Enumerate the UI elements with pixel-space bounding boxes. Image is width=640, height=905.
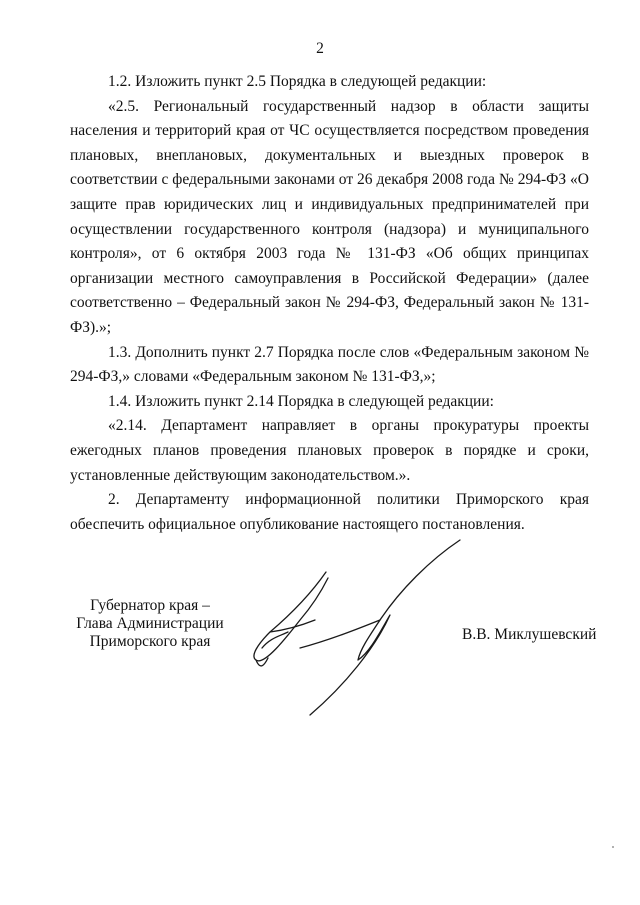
paragraph-2: 2. Департаменту информационной политики Приморского края обеспечить официальное опубликование настоящего постановления. — [70, 491, 589, 533]
signatory-name: В.В. Миклушевский — [462, 626, 597, 643]
document-body — [70, 70, 589, 537]
handwritten-signature — [240, 520, 480, 720]
signatory-title — [70, 597, 230, 651]
page-number: 2 — [316, 40, 324, 57]
signatory-title-line: Глава Администрации — [76, 615, 224, 632]
paragraph-2-5-text: «2.5. Региональный государственный надзор в области защиты населения и территорий края от ЧС осуществляется посредством проведения плановых, внеплановых, документальных и выездных проверок в соответствии с федеральными законами от 26 декабря 2008 года № 294-ФЗ «О защите прав юридических лиц и индивидуальных предпринимателей при осуществлении государственного контроля (надзора) и муниципального контроля», от 6 октября 2003 года № 131-ФЗ «Об общих принципах организации местного самоуправления в Российской Федерации» (далее соответственно – Федеральный закон № 294-ФЗ, Федеральный закон № 131-ФЗ).»; — [70, 97, 589, 336]
paragraph-1-3: 1.3. Дополнить пункт 2.7 Порядка после слов «Федеральным законом № 294-ФЗ,» словами «Федеральным законом № 131-ФЗ,»; — [70, 343, 589, 386]
scan-speck — [612, 846, 614, 848]
signatory-title-line: Губернатор края – — [90, 597, 210, 614]
paragraph-1-4: 1.4. Изложить пункт 2.14 Порядка в следующей редакции: — [108, 392, 494, 410]
paragraph-2-14-text: «2.14. Департамент направляет в органы прокуратуры проекты ежегодных планов проведения плановых проверок в порядке и сроки, установленные действующим законодательством.». — [70, 417, 589, 484]
signatory-title-line: Приморского края — [89, 633, 211, 650]
paragraph-1-2: 1.2. Изложить пункт 2.5 Порядка в следующей редакции: — [108, 73, 487, 90]
